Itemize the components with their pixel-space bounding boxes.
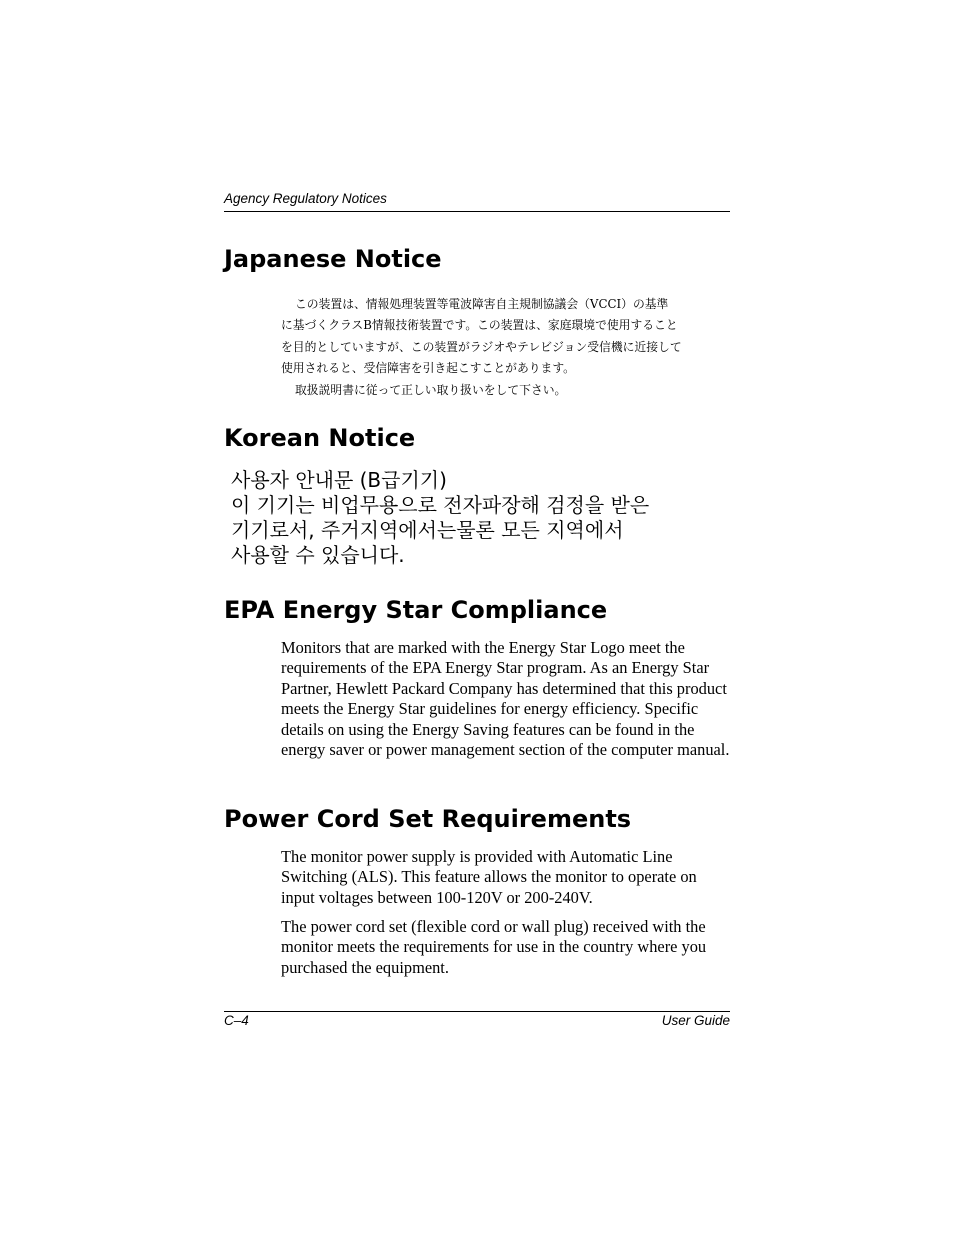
footer-rule (224, 1011, 730, 1012)
epa-body (281, 638, 733, 760)
japanese-line: を目的としていますが、この装置がラジオやテレビジョン受信機に近接して (281, 339, 682, 354)
japanese-notice-text (281, 294, 731, 401)
korean-line: 사용자 안내문 (B급기기) (231, 468, 447, 492)
header-rule (224, 211, 730, 212)
japanese-line: 使用されると、受信障害を引き起こすことがあります。 (281, 361, 575, 376)
power-cord-body-1 (281, 847, 733, 908)
power-cord-body-2 (281, 917, 733, 978)
power-cord-heading: Power Cord Set Requirements (224, 805, 632, 833)
epa-paragraph: Monitors that are marked with the Energy Star Logo meet the requirements of the EPA Energy Star program. As an Energy Star Partner, Hewlett Packard Company has determined that this product meets the Energy Star guidelines for energy efficiency. Specific details on using the Energy Saving features can be found in the energy saver or power management section of the computer manual. (281, 638, 730, 760)
japanese-line: この装置は、情報処理装置等電波障害自主規制協議会（VCCI）の基準 (295, 297, 669, 311)
korean-line: 사용할 수 있습니다. (231, 543, 405, 567)
japanese-line: 取扱説明書に従って正しい取り扱いをして下さい。 (295, 382, 567, 397)
epa-heading: EPA Energy Star Compliance (224, 596, 608, 624)
footer-document-title: User Guide (661, 1013, 730, 1028)
power-cord-paragraph-1: The monitor power supply is provided with Automatic Line Switching (ALS). This feature allows the monitor to operate on input voltages between 100-120V or 200-240V. (281, 847, 697, 907)
running-header: Agency Regulatory Notices (224, 191, 387, 206)
korean-line: 기기로서, 주거지역에서는물론 모든 지역에서 (231, 518, 624, 542)
korean-line: 이 기기는 비업무용으로 전자파장해 검정을 받은 (231, 493, 650, 517)
power-cord-paragraph-2: The power cord set (flexible cord or wall plug) received with the monitor meets the requirements for use in the country where you purchased the equipment. (281, 917, 707, 977)
japanese-notice-heading: Japanese Notice (224, 245, 442, 273)
japanese-line: に基づくクラスB情報技術装置です。この装置は、家庭環境で使用すること (281, 318, 678, 333)
korean-notice-text (231, 468, 671, 568)
korean-notice-heading: Korean Notice (224, 424, 416, 452)
page-number: C–4 (224, 1013, 249, 1028)
